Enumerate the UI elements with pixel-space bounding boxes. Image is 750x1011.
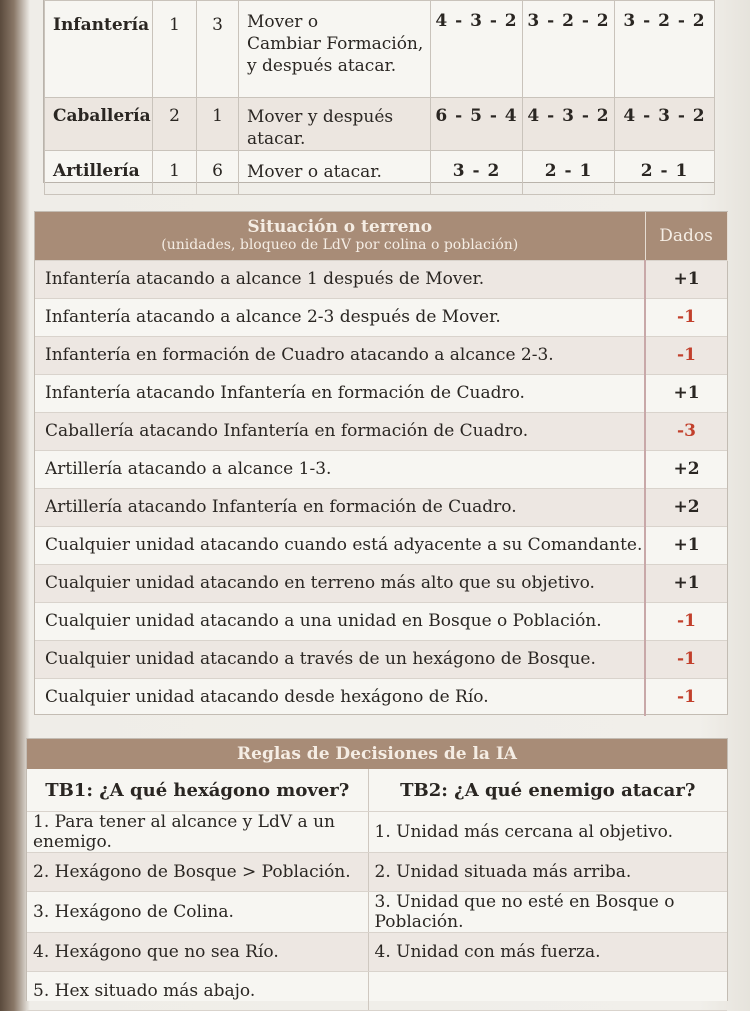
unit-action: Mover y después atacar. [239,98,431,151]
situation-subtitle: (unidades, bloqueo de LdV por colina o población) [161,237,519,254]
modifier-text: Infantería atacando Infantería en formación de Cuadro. [35,374,645,412]
tb1-rule: 1. Para tener al alcance y LdV a un enemigo. [27,812,368,853]
ai-rule-row [27,853,727,892]
tb1-rule: 5. Hex situado más abajo. [27,972,368,1011]
tb2-title: TB2: ¿A qué enemigo atacar? [368,769,727,812]
modifier-text: Artillería atacando a alcance 1-3. [35,450,645,488]
modifier-text: Caballería atacando Infantería en formación de Cuadro. [35,412,645,450]
unit-value: 6 [197,151,239,195]
unit-action-line: Cambiar Formación, [247,34,424,54]
modifier-row [35,526,727,564]
tb1-rule: 4. Hexágono que no sea Río. [27,933,368,972]
ai-rule-row [27,972,727,1011]
modifier-text: Artillería atacando Infantería en formación de Cuadro. [35,488,645,526]
modifier-value: +2 [645,450,727,488]
modifier-row [35,564,727,602]
modifier-text: Cualquier unidad atacando desde hexágono de Río. [35,678,645,716]
modifier-value: -1 [645,602,727,640]
situation-header [35,212,645,260]
ai-rules-body [27,812,727,1011]
unit-dice: 2 - 1 [523,151,615,195]
unit-dice: 4 - 3 - 2 [523,98,615,151]
modifier-value: -1 [645,298,727,336]
tb2-rule: 4. Unidad con más fuerza. [368,933,727,972]
unit-row-cavalry [45,98,715,151]
modifier-row [35,412,727,450]
unit-value: 2 [153,98,197,151]
unit-name: Artillería [45,151,153,195]
ai-rules-title: Reglas de Decisiones de la IA [27,739,727,769]
modifier-value: +1 [645,526,727,564]
unit-name: Caballería [45,98,153,151]
modifier-text: Infantería atacando a alcance 2-3 después de Mover. [35,298,645,336]
tb1-rule: 2. Hexágono de Bosque > Población. [27,853,368,892]
unit-action: Mover o atacar. [239,151,431,195]
unit-dice: 3 - 2 - 2 [615,1,715,98]
modifier-value: -1 [645,678,727,716]
tb1-rule: 3. Hexágono de Colina. [27,892,368,933]
modifier-row [35,640,727,678]
modifier-text: Cualquier unidad atacando en terreno más alto que su objetivo. [35,564,645,602]
modifier-row [35,336,727,374]
unit-action-line: Mover o [247,12,319,32]
modifier-value: -3 [645,412,727,450]
dice-header: Dados [645,212,727,260]
tb1-title: TB1: ¿A qué hexágono mover? [27,769,368,812]
modifier-row [35,374,727,412]
modifier-row [35,678,727,716]
modifier-row [35,298,727,336]
unit-dice: 6 - 5 - 4 [431,98,523,151]
unit-value: 1 [153,1,197,98]
unit-value: 1 [153,151,197,195]
modifier-row [35,488,727,526]
ai-rules-header [27,739,727,769]
unit-table [43,0,715,183]
modifier-value: +1 [645,260,727,298]
ai-rules-table [26,738,728,1001]
unit-dice: 4 - 3 - 2 [431,1,523,98]
tb2-rule: 1. Unidad más cercana al objetivo. [368,812,727,853]
modifier-text: Cualquier unidad atacando cuando está adyacente a su Comandante. [35,526,645,564]
ai-column-headers [27,769,727,812]
modifier-row [35,450,727,488]
tb2-rule: 3. Unidad que no esté en Bosque o Población. [368,892,727,933]
unit-value: 1 [197,98,239,151]
modifier-text: Infantería atacando a alcance 1 después de Mover. [35,260,645,298]
modifier-text: Cualquier unidad atacando a una unidad en Bosque o Población. [35,602,645,640]
tb2-rule [368,972,727,1011]
unit-row-infantry [45,1,715,98]
unit-value: 3 [197,1,239,98]
unit-dice: 3 - 2 [431,151,523,195]
modifier-text: Cualquier unidad atacando a través de un hexágono de Bosque. [35,640,645,678]
tb2-rule: 2. Unidad situada más arriba. [368,853,727,892]
modifier-value: +1 [645,374,727,412]
modifier-value: +1 [645,564,727,602]
modifiers-body [35,260,727,716]
ai-rule-row [27,812,727,853]
modifier-text: Infantería en formación de Cuadro atacando a alcance 2-3. [35,336,645,374]
modifier-value: +2 [645,488,727,526]
unit-dice: 3 - 2 - 2 [523,1,615,98]
situation-title: Situación o terreno [247,217,433,238]
ai-rule-row [27,933,727,972]
unit-dice: 4 - 3 - 2 [615,98,715,151]
ai-rule-row [27,892,727,933]
unit-action [239,1,431,98]
unit-row-artillery [45,151,715,195]
unit-dice: 2 - 1 [615,151,715,195]
modifiers-table [34,211,728,715]
unit-name: Infantería [45,1,153,98]
unit-action-line: y después atacar. [247,56,397,76]
modifiers-header [35,212,727,260]
modifier-row [35,602,727,640]
modifier-value: -1 [645,336,727,374]
modifier-value: -1 [645,640,727,678]
modifier-row [35,260,727,298]
